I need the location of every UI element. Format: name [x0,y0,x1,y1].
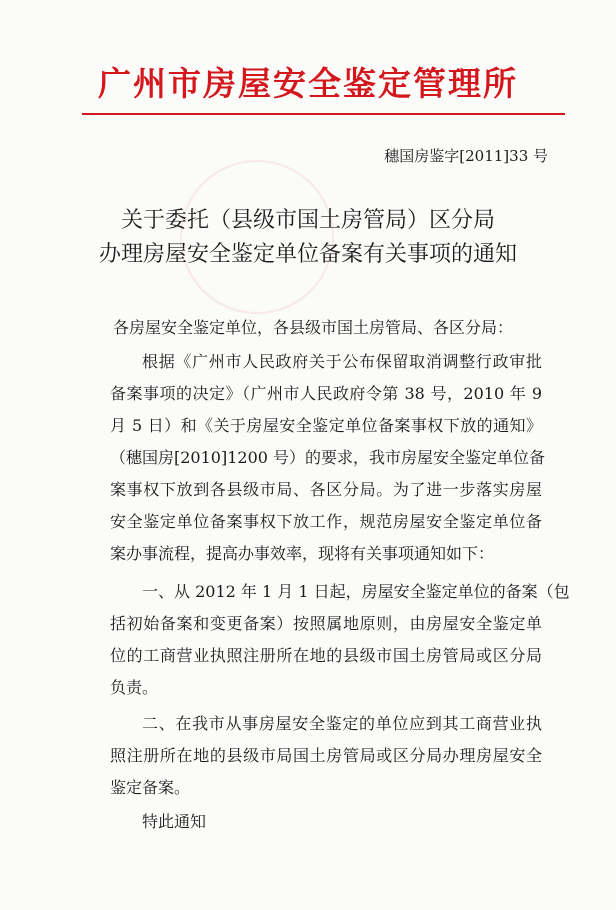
paragraph-1-line: （穗国房[2010]1200 号）的要求，我市房屋安全鉴定单位备 [110,448,546,467]
paragraph-2-line: 括初始备案和变更备案）按照属地原则，由房屋安全鉴定单 [110,614,542,633]
notice-title-line-1: 关于委托（县级市国土房管局）区分局 [120,208,495,233]
paragraph-3-line: 照注册所在地的县级市局国土房管局或区分局办理房屋安全 [110,746,542,765]
closing-line: 特此通知 [142,812,207,831]
salutation: 各房屋安全鉴定单位，各县级市国土房管局、各区分局： [113,318,514,337]
paragraph-1-line: 案事权下放到各县级市局、各区分局。为了进一步落实房屋 [110,480,542,499]
paragraph-2-line: 一、从 2012 年 1 月 1 日起，房屋安全鉴定单位的备案（包 [142,582,570,601]
paragraph-3-line: 二、在我市从事房屋安全鉴定的单位应到其工商营业执 [142,714,542,733]
paragraph-1-line: 备案事项的决定》（广州市人民政府令第 38 号，2010 年 9 [110,384,542,403]
letterhead-divider [82,113,565,115]
document-number: 穗国房鉴字[2011]33 号 [384,147,548,165]
faint-stamp-mark [180,160,334,314]
paragraph-1-line: 安全鉴定单位备案事权下放工作，规范房屋安全鉴定单位备 [110,512,542,531]
paragraph-2-line: 位的工商营业执照注册所在地的县级市国土房管局或区分局 [110,646,542,665]
paragraph-1-line: 根据《广州市人民政府关于公布保留取消调整行政审批 [142,352,542,371]
paragraph-1-line: 月 5 日）和《关于房屋安全鉴定单位备案事权下放的通知》 [110,416,542,435]
notice-title-line-2: 办理房屋安全鉴定单位备案有关事项的通知 [98,242,517,267]
paragraph-2-line: 负责。 [110,678,159,697]
letterhead-title: 广州市房屋安全鉴定管理所 [98,64,518,103]
paragraph-3-line: 鉴定备案。 [110,778,191,797]
paragraph-1-line: 案办事流程，提高办事效率，现将有关事项通知如下： [110,544,495,563]
